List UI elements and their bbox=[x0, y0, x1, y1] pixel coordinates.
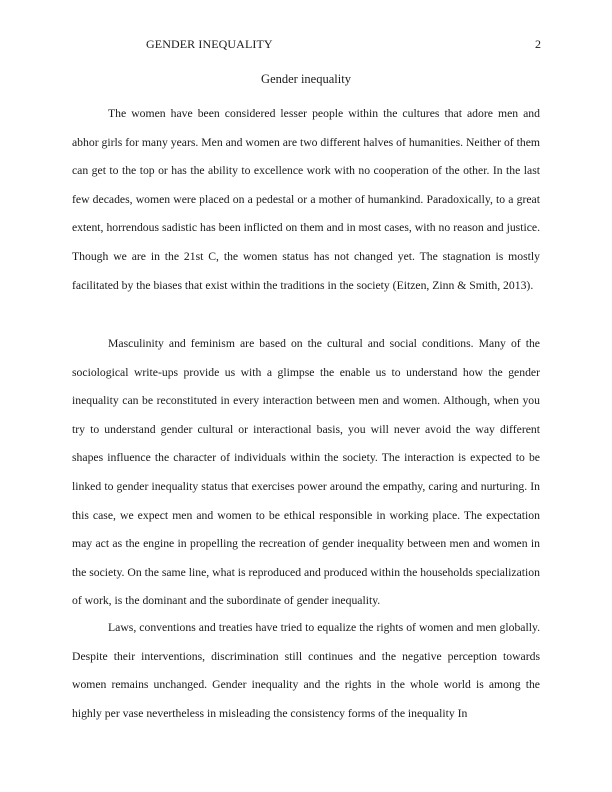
running-head: GENDER INEQUALITY bbox=[146, 37, 273, 51]
document-title: Gender inequality bbox=[261, 72, 351, 86]
paragraph-3: Laws, conventions and treaties have tried to equalize the rights of women and men globally. Despite their interventions, discrimination still continues and the negative perception towards women remains unchanged. Gender inequality and the rights in the whole world is among the highly per vase nevertheless in misleading the consistency forms of the inequality In bbox=[72, 621, 540, 720]
paragraph-1: The women have been considered lesser people within the cultures that adore men and abhor girls for many years. Men and women are two different halves of humanities. Neither of them can get to the top or has the ability to excellence work with no cooperation of the other. In the last few decades, women were placed on a pedestal or a mother of humankind. Paradoxically, to a great extent, horrendous sadistic has been inflicted on them and in most cases, with no reason and justice. Though we are in the 21st C, the women status has not changed yet. The stagnation is mostly facilitated by the biases that exist within the traditions in the society (Eitzen, Zinn & Smith, 2013). bbox=[72, 107, 540, 292]
page-number: 2 bbox=[535, 37, 541, 51]
paragraph-2: Masculinity and feminism are based on the cultural and social conditions. Many of the sociological write-ups provide us with a glimpse the enable us to understand how the gender inequality can be reconstituted in every interaction between men and women. Although, when you try to understand gender cultural or interactional basis, you will never avoid the way different shapes influence the character of individuals within the society. The interaction is expected to be linked to gender inequality status that exercises power around the empathy, caring and nurturing. In this case, we expect men and women to be ethical responsible in working place. The expectation may act as the engine in propelling the recreation of gender inequality between men and women in the society. On the same line, what is reproduced and produced within the households specialization of work, is the dominant and the subordinate of gender inequality. bbox=[72, 337, 540, 608]
